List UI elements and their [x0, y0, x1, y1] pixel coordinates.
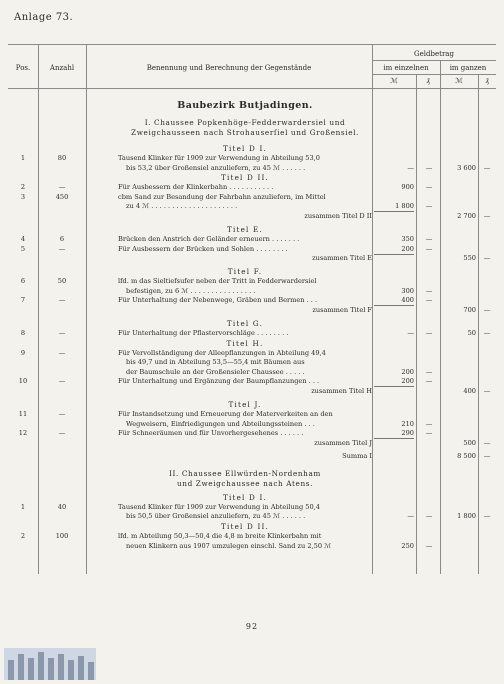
row-description: Brücken den Anstrich der Geländer erneuern . . . . . . .: [118, 235, 300, 243]
amount-ganzen-mark: 700: [463, 306, 476, 314]
row-position: 10: [18, 377, 28, 386]
amount-ganzen-pf: —: [483, 512, 491, 521]
amount-ganzen-pf: —: [483, 254, 491, 263]
row-quantity: 80: [57, 154, 67, 162]
amount-ganzen-mark: 2 700: [457, 212, 476, 220]
row-description: Für Unterhaltung und Ergänzung der Baumpflanzungen . . .: [118, 377, 320, 386]
amount-einzeln-mark: 200: [374, 377, 414, 387]
section-2-title-line2: und Zweigchaussee nach Atens.: [176, 478, 314, 488]
amount-einzeln-pf: —: [425, 163, 433, 172]
library-logo: [4, 648, 96, 680]
row-quantity: —: [58, 429, 66, 438]
titel-heading: Titel E.: [227, 225, 263, 234]
row-description: zu 4 ℳ . . . . . . . . . . . . . . . . . . . . .: [126, 202, 238, 211]
amount-einzeln-pf: —: [425, 202, 433, 211]
amount-einzeln-pf: —: [425, 235, 433, 243]
header-mark-einzeln: ℳ: [390, 77, 398, 85]
row-description: Tausend Klinker für 1909 zur Verwendung in Abteilung 53,0: [118, 154, 320, 162]
subtotal-label: zusammen Titel F: [312, 306, 372, 314]
row-description: Tausend Klinker für 1909 zur Verwendung in Abteilung 50,4: [118, 502, 320, 511]
row-quantity: —: [58, 329, 66, 337]
row-description: Für Instandsetzung und Erneuerung der Materverkeiten an den: [118, 410, 333, 418]
header-pos: Pos.: [15, 64, 31, 72]
row-position: 4: [20, 235, 26, 243]
amount-einzeln-mark: —: [407, 163, 414, 172]
col-divider: [372, 44, 373, 574]
header-mark-ganzen: ℳ: [455, 77, 463, 85]
col-divider: [416, 74, 417, 574]
col-divider: [478, 74, 479, 574]
row-position: 11: [18, 410, 28, 418]
amount-einzeln-mark: 350: [401, 235, 414, 243]
table-top-rule: [8, 44, 496, 45]
amount-einzeln-pf: —: [425, 329, 433, 337]
titel-heading: Titel D II.: [220, 522, 270, 531]
amount-ganzen-pf: —: [483, 163, 491, 172]
amount-einzeln-mark: 300: [401, 286, 414, 295]
amount-ganzen-pf: —: [483, 451, 491, 460]
row-description: Für Ausbessern der Brücken und Sohlen . . . . . . . .: [118, 244, 288, 253]
row-description: Für Schneeräumen und für Unvorhergesehenes . . . . . .: [118, 429, 304, 438]
row-description: lfd. m Abteilung 50,3—50,4 die 4,8 m breite Klinkerbahn mit: [118, 532, 322, 540]
row-description: Für Vervollständigung der Alleepflanzungen in Abteilung 49,4: [118, 348, 326, 357]
row-quantity: 6: [59, 235, 65, 243]
amount-ganzen-mark: 1 800: [457, 512, 476, 521]
row-description: neuen Klinkern aus 1907 umzulegen einschl. Sand zu 2,50 ℳ: [126, 541, 332, 550]
row-quantity: 450: [55, 192, 69, 201]
col-divider: [38, 44, 39, 574]
amount-ganzen-mark: 50: [467, 329, 476, 337]
page-title: Anlage 73.: [14, 12, 74, 23]
amount-einzeln-mark: 200: [401, 367, 414, 376]
col-divider: [86, 44, 87, 574]
amount-ganzen-pf: —: [483, 387, 491, 395]
header-pf-ganzen: ₰: [485, 77, 489, 85]
row-description: Für Unterhaltung der Nebenwege, Gräben und Bermen . . .: [118, 296, 318, 305]
amount-ganzen-mark: 3 600: [457, 163, 476, 172]
row-description: Für Ausbessern der Klinkerbahn . . . . . . . . . . .: [118, 183, 274, 192]
row-quantity: 40: [57, 502, 67, 511]
titel-heading: Titel H.: [226, 338, 264, 348]
row-position: 2: [20, 532, 26, 540]
amount-ganzen-pf: —: [483, 306, 491, 314]
row-position: 6: [20, 277, 26, 286]
page-number: 92: [245, 622, 259, 631]
row-position: 1: [20, 502, 26, 511]
row-position: 8: [20, 329, 26, 337]
row-quantity: —: [58, 296, 66, 305]
titel-heading: Titel J.: [228, 400, 262, 409]
amount-einzeln-pf: —: [425, 183, 433, 192]
amount-einzeln-pf: —: [425, 296, 433, 305]
amount-ganzen-pf: —: [483, 438, 491, 447]
amount-einzeln-pf: —: [425, 541, 433, 550]
amount-ganzen-mark: 500: [463, 438, 476, 447]
amount-ganzen-pf: —: [483, 329, 491, 337]
row-description: bis 50,5 über Großensiel anzuliefern, zu 45 ℳ . . . . . .: [126, 512, 306, 521]
row-description: cbm Sand zur Besandung der Fahrbahn anzuliefern, im Mittel: [118, 192, 326, 201]
amount-ganzen-mark: 550: [463, 254, 476, 263]
header-anzahl: Anzahl: [49, 64, 75, 72]
row-position: 12: [18, 429, 28, 438]
row-quantity: —: [58, 348, 66, 357]
titel-heading: Titel D I.: [223, 492, 267, 502]
header-pf-einzeln: ₰: [426, 77, 430, 85]
titel-heading: Titel F.: [227, 267, 263, 277]
amount-einzeln-pf: —: [425, 512, 433, 521]
header-im-einzelnen: im einzelnen: [383, 64, 429, 72]
geldbetrag-rule: [372, 60, 496, 61]
row-position: 2: [20, 183, 26, 192]
ledger-table: [8, 44, 496, 574]
section-1-title-line2: Zweigchausseen nach Strohauserſiel und Großensiel.: [131, 128, 359, 137]
row-position: 1: [20, 154, 26, 162]
district-title: Baubezirk Butjadingen.: [177, 100, 313, 111]
row-description: befestigen, zu 6 ℳ . . . . . . . . . . . . . . . .: [126, 286, 256, 295]
row-position: 5: [20, 244, 26, 253]
amount-einzeln-pf: —: [425, 286, 433, 295]
row-quantity: —: [58, 183, 66, 192]
row-quantity: —: [58, 410, 66, 418]
amount-einzeln-mark: 400: [374, 296, 414, 306]
header-bottom-rule: [8, 88, 496, 89]
amount-einzeln-pf: —: [425, 244, 433, 253]
row-position: 3: [20, 192, 26, 201]
col-divider: [440, 60, 441, 574]
row-position: 9: [20, 348, 26, 357]
amount-ganzen-mark: 400: [463, 387, 476, 395]
subtotal-label: zusammen Titel E: [312, 254, 372, 263]
titel-heading: Titel D I.: [223, 144, 267, 153]
section-2-title-line1: II. Chaussee Ellwürden-Nordenham: [169, 468, 321, 478]
row-description: lfd. m das Sieltiefsufer neben der Tritt in Fedderwardersiel: [118, 277, 317, 286]
row-quantity: 50: [57, 277, 67, 286]
row-quantity: —: [58, 244, 66, 253]
row-description: bis 53,2 über Großensiel anzuliefern, zu 45 ℳ . . . . . .: [126, 163, 306, 172]
amount-einzeln-mark: 200: [374, 245, 414, 255]
amount-einzeln-mark: —: [407, 329, 414, 337]
row-description: Wegweisern, Einfriedigungen und Abteilungssteinen . . .: [126, 419, 315, 428]
amount-einzeln-mark: 900: [401, 183, 414, 192]
row-position: 7: [20, 296, 26, 305]
header-geldbetrag: Geldbetrag: [414, 50, 454, 58]
subtotal-label: zusammen Titel D II: [304, 212, 372, 220]
amount-einzeln-pf: —: [425, 377, 433, 386]
row-quantity: 100: [55, 532, 69, 540]
row-description: bis 49,7 und in Abteilung 53,5—55,4 mit Bäumen aus: [126, 358, 305, 367]
amount-ganzen-mark: 8 500: [457, 451, 476, 460]
titel-heading: Titel G.: [226, 319, 264, 328]
amount-einzeln-mark: 290: [374, 429, 414, 439]
subtotal-label: Summa I: [342, 451, 372, 460]
amount-einzeln-mark: 250: [401, 541, 414, 550]
amount-einzeln-mark: —: [407, 512, 414, 521]
amount-ganzen-pf: —: [483, 212, 491, 220]
amount-einzeln-pf: —: [425, 419, 433, 428]
amount-einzeln-mark: 1 800: [374, 202, 414, 212]
row-description: Für Unterhaltung der Pflastervorschläge . . . . . . . .: [118, 329, 289, 337]
header-benennung: Benennung und Berechnung der Gegenstände: [146, 64, 312, 72]
amount-einzeln-mark: 210: [401, 419, 414, 428]
titel-heading: Titel D II.: [220, 173, 270, 183]
row-quantity: —: [58, 377, 66, 386]
section-1-title-line1: I. Chaussee Popkenhöge-Fedderwardersiel und: [144, 118, 346, 127]
subtotal-label: zusammen Titel H: [311, 387, 372, 395]
subtotal-label: zusammen Titel J: [314, 438, 372, 447]
row-description: der Baumschule an der Großensieler Chaussee . . . . .: [126, 367, 305, 376]
header-im-ganzen: im ganzen: [449, 64, 487, 72]
amount-einzeln-pf: —: [425, 429, 433, 438]
amount-einzeln-pf: —: [425, 367, 433, 376]
